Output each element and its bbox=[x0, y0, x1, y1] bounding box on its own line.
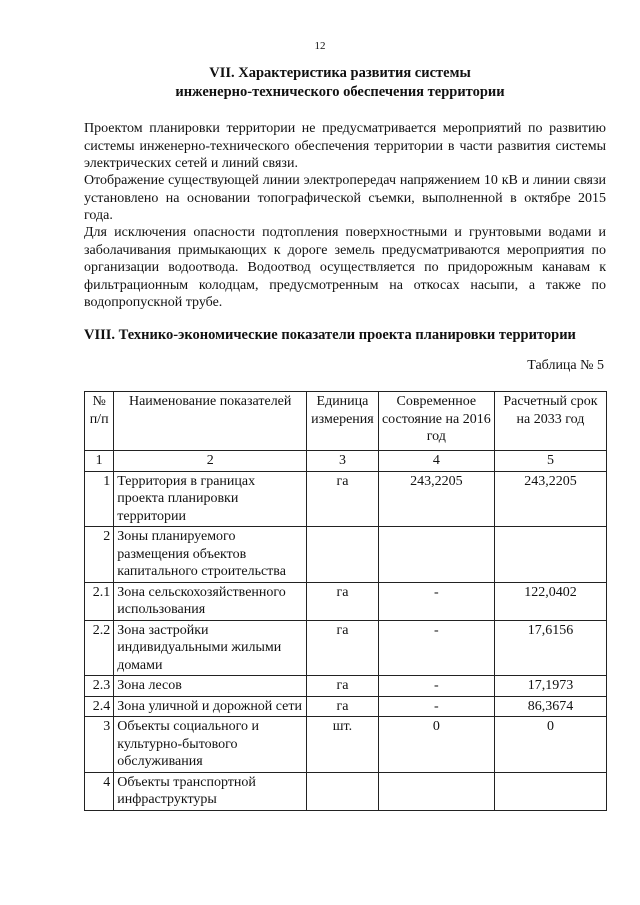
row-unit bbox=[307, 527, 379, 583]
paragraph-2-text: Отображение существующей линии электропередач напряжением 10 кВ и линии связи установлено на основании топографической съемки, выполненной в октябре 2015 года. bbox=[84, 173, 606, 223]
row-num: 2 bbox=[85, 527, 114, 583]
row-num: 2.2 bbox=[85, 620, 114, 676]
column-number: 4 bbox=[378, 451, 494, 472]
paragraph-3-text: Для исключения опасности подтопления поверхностными и грунтовыми водами и заболачивания примыкающих к дороге земель предусматриваются мероприятия по организации водоотвода. Водоотвод осуществляется по придорожным канавам к фильтрационным колодцам, предусмотренным на откосах насыпи, а также по водопропускной трубе. bbox=[84, 225, 606, 310]
row-name: Зона уличной и дорожной сети bbox=[114, 696, 307, 717]
indicators-table bbox=[84, 391, 607, 811]
row-name: Объекты транспортной инфраструктуры bbox=[114, 772, 307, 810]
row-target: 122,0402 bbox=[494, 582, 606, 620]
row-num: 2.4 bbox=[85, 696, 114, 717]
header-unit: Единица измерения bbox=[307, 392, 379, 451]
row-num: 1 bbox=[85, 471, 114, 527]
header-target: Расчетный срок на 2033 год bbox=[494, 392, 606, 451]
row-unit: га bbox=[307, 696, 379, 717]
row-target: 17,6156 bbox=[494, 620, 606, 676]
row-name: Зона лесов bbox=[114, 676, 307, 697]
column-number: 2 bbox=[114, 451, 307, 472]
column-number: 1 bbox=[85, 451, 114, 472]
row-unit bbox=[307, 772, 379, 810]
row-current: - bbox=[378, 582, 494, 620]
row-unit: га bbox=[307, 471, 379, 527]
row-name: Территория в границах проекта планировки территории bbox=[114, 471, 307, 527]
row-target: 17,1973 bbox=[494, 676, 606, 697]
row-unit: га bbox=[307, 582, 379, 620]
section-7-title-line-2: инженерно-технического обеспечения территории bbox=[175, 84, 505, 100]
row-name: Зоны планируемого размещения объектов капитального строительства bbox=[114, 527, 307, 583]
header-current: Современное состояние на 2016 год bbox=[378, 392, 494, 451]
row-target: 243,2205 bbox=[494, 471, 606, 527]
section-7-title bbox=[120, 64, 560, 102]
row-target: 86,3674 bbox=[494, 696, 606, 717]
table-row bbox=[85, 471, 607, 527]
row-name: Объекты социального и культурно-бытового обслуживания bbox=[114, 717, 307, 773]
row-current: - bbox=[378, 676, 494, 697]
section-8-title: VIII. Технико-экономические показатели проекта планировки территории bbox=[84, 327, 576, 343]
row-num: 4 bbox=[85, 772, 114, 810]
row-unit: шт. bbox=[307, 717, 379, 773]
section-7-title-line-1: VII. Характеристика развития системы bbox=[209, 65, 471, 81]
paragraph-1-text: Проектом планировки территории не предусматривается мероприятий по развитию системы инженерно-технического обеспечения территории в части развития системы электрических сетей и линий связи. bbox=[84, 121, 606, 171]
paragraph-3 bbox=[84, 224, 606, 312]
table-row bbox=[85, 717, 607, 773]
column-number: 5 bbox=[494, 451, 606, 472]
row-unit: га bbox=[307, 620, 379, 676]
row-target bbox=[494, 527, 606, 583]
table-header-row bbox=[85, 392, 607, 451]
table-row bbox=[85, 620, 607, 676]
row-current: 243,2205 bbox=[378, 471, 494, 527]
table-row bbox=[85, 582, 607, 620]
table-row bbox=[85, 676, 607, 697]
table-caption: Таблица № 5 bbox=[527, 358, 604, 373]
row-unit: га bbox=[307, 676, 379, 697]
row-current: 0 bbox=[378, 717, 494, 773]
row-target: 0 bbox=[494, 717, 606, 773]
row-name: Зона сельскохозяйственного использования bbox=[114, 582, 307, 620]
row-num: 2.3 bbox=[85, 676, 114, 697]
row-num: 3 bbox=[85, 717, 114, 773]
column-number-row bbox=[85, 451, 607, 472]
column-number: 3 bbox=[307, 451, 379, 472]
table-row bbox=[85, 696, 607, 717]
row-current bbox=[378, 527, 494, 583]
row-current bbox=[378, 772, 494, 810]
row-name: Зона застройки индивидуальными жилыми домами bbox=[114, 620, 307, 676]
page-number: 12 bbox=[314, 40, 326, 52]
table-row bbox=[85, 772, 607, 810]
table-row bbox=[85, 527, 607, 583]
paragraph-1 bbox=[84, 120, 606, 173]
header-num: № п/п bbox=[85, 392, 114, 451]
row-num: 2.1 bbox=[85, 582, 114, 620]
paragraph-2 bbox=[84, 172, 606, 225]
row-current: - bbox=[378, 696, 494, 717]
row-current: - bbox=[378, 620, 494, 676]
header-name: Наименование показателей bbox=[114, 392, 307, 451]
row-target bbox=[494, 772, 606, 810]
